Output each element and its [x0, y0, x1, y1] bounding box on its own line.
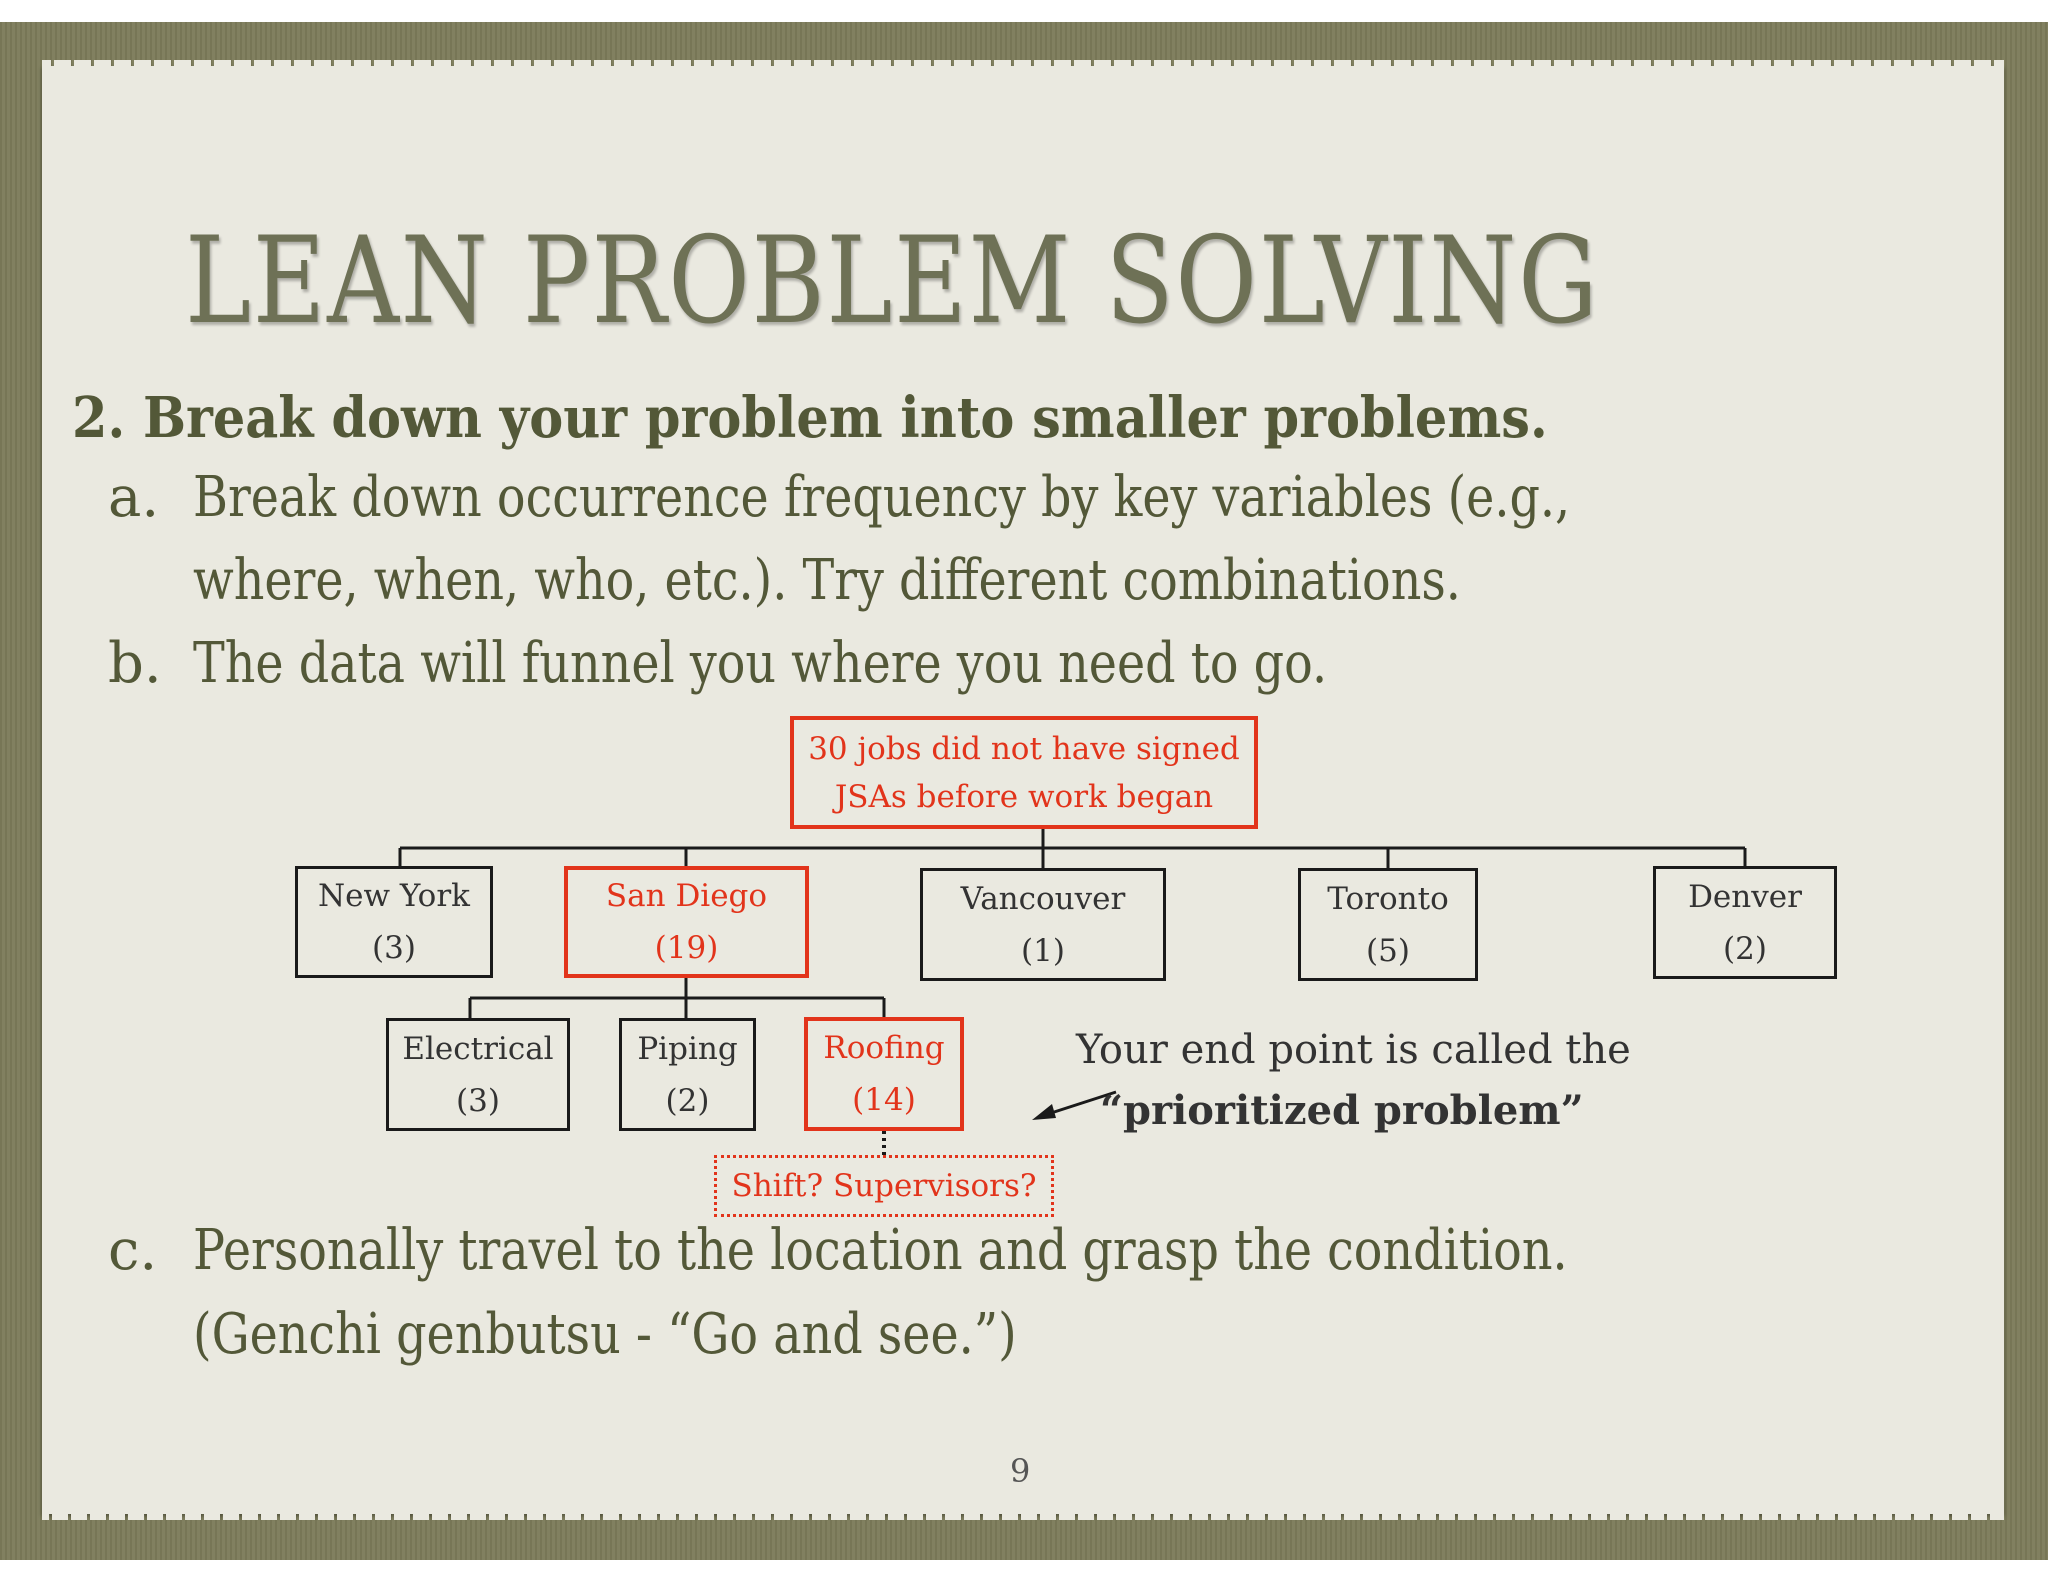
item-c-line-1: Personally travel to the location and grasp the condition. [193, 1218, 1568, 1283]
trade-count: (3) [456, 1082, 500, 1119]
item-a-line-1: Break down occurrence frequency by key variables (e.g., [193, 465, 1571, 530]
trade-box-roofing [804, 1017, 964, 1131]
location-count: (2) [1723, 930, 1767, 967]
next-question-box [714, 1155, 1054, 1217]
location-count: (19) [654, 930, 719, 966]
root-problem-line-1: 30 jobs did not have signed [808, 730, 1240, 767]
location-box-san-diego [564, 866, 809, 978]
next-question-text: Shift? Supervisors? [731, 1168, 1037, 1204]
location-box-vancouver [920, 868, 1166, 981]
root-problem-box [790, 716, 1258, 829]
location-count: (3) [372, 930, 416, 966]
item-a-line-2: where, when, who, etc.). Try different combinations. [193, 548, 1461, 613]
trade-count: (14) [852, 1082, 916, 1118]
location-count: (5) [1366, 932, 1410, 969]
root-problem-line-2: JSAs before work began [834, 778, 1214, 815]
location-box-toronto [1298, 868, 1478, 981]
location-name: Denver [1688, 878, 1802, 915]
slide-title: LEAN PROBLEM SOLVING [185, 212, 1600, 351]
annotation-prioritized-problem: “prioritized problem” [1100, 1087, 1584, 1134]
arrow-head-icon [1032, 1104, 1056, 1120]
trade-name: Electrical [402, 1030, 554, 1067]
location-name: San Diego [605, 878, 768, 914]
trade-box-electrical [386, 1018, 570, 1131]
location-box-new-york [295, 866, 493, 978]
trade-name: Roofing [823, 1030, 945, 1066]
trade-box-piping [619, 1018, 756, 1131]
step-heading: 2. Break down your problem into smaller problems. [72, 385, 1548, 451]
trade-name: Piping [637, 1030, 738, 1067]
item-a-marker: a. [108, 465, 160, 530]
item-b-line-1: The data will funnel you where you need to go. [193, 631, 1328, 696]
annotation-line-1: Your end point is called the [1076, 1027, 1631, 1073]
trade-count: (2) [665, 1082, 710, 1119]
location-box-denver [1653, 866, 1837, 979]
item-c-marker: c. [108, 1218, 158, 1283]
page-number: 9 [1010, 1452, 1031, 1490]
location-name: Toronto [1327, 880, 1449, 917]
location-name: New York [318, 878, 470, 914]
location-name: Vancouver [960, 880, 1126, 917]
location-count: (1) [1021, 932, 1065, 969]
item-c-line-2: (Genchi genbutsu - “Go and see.”) [193, 1302, 1017, 1367]
item-b-marker: b. [108, 631, 162, 696]
